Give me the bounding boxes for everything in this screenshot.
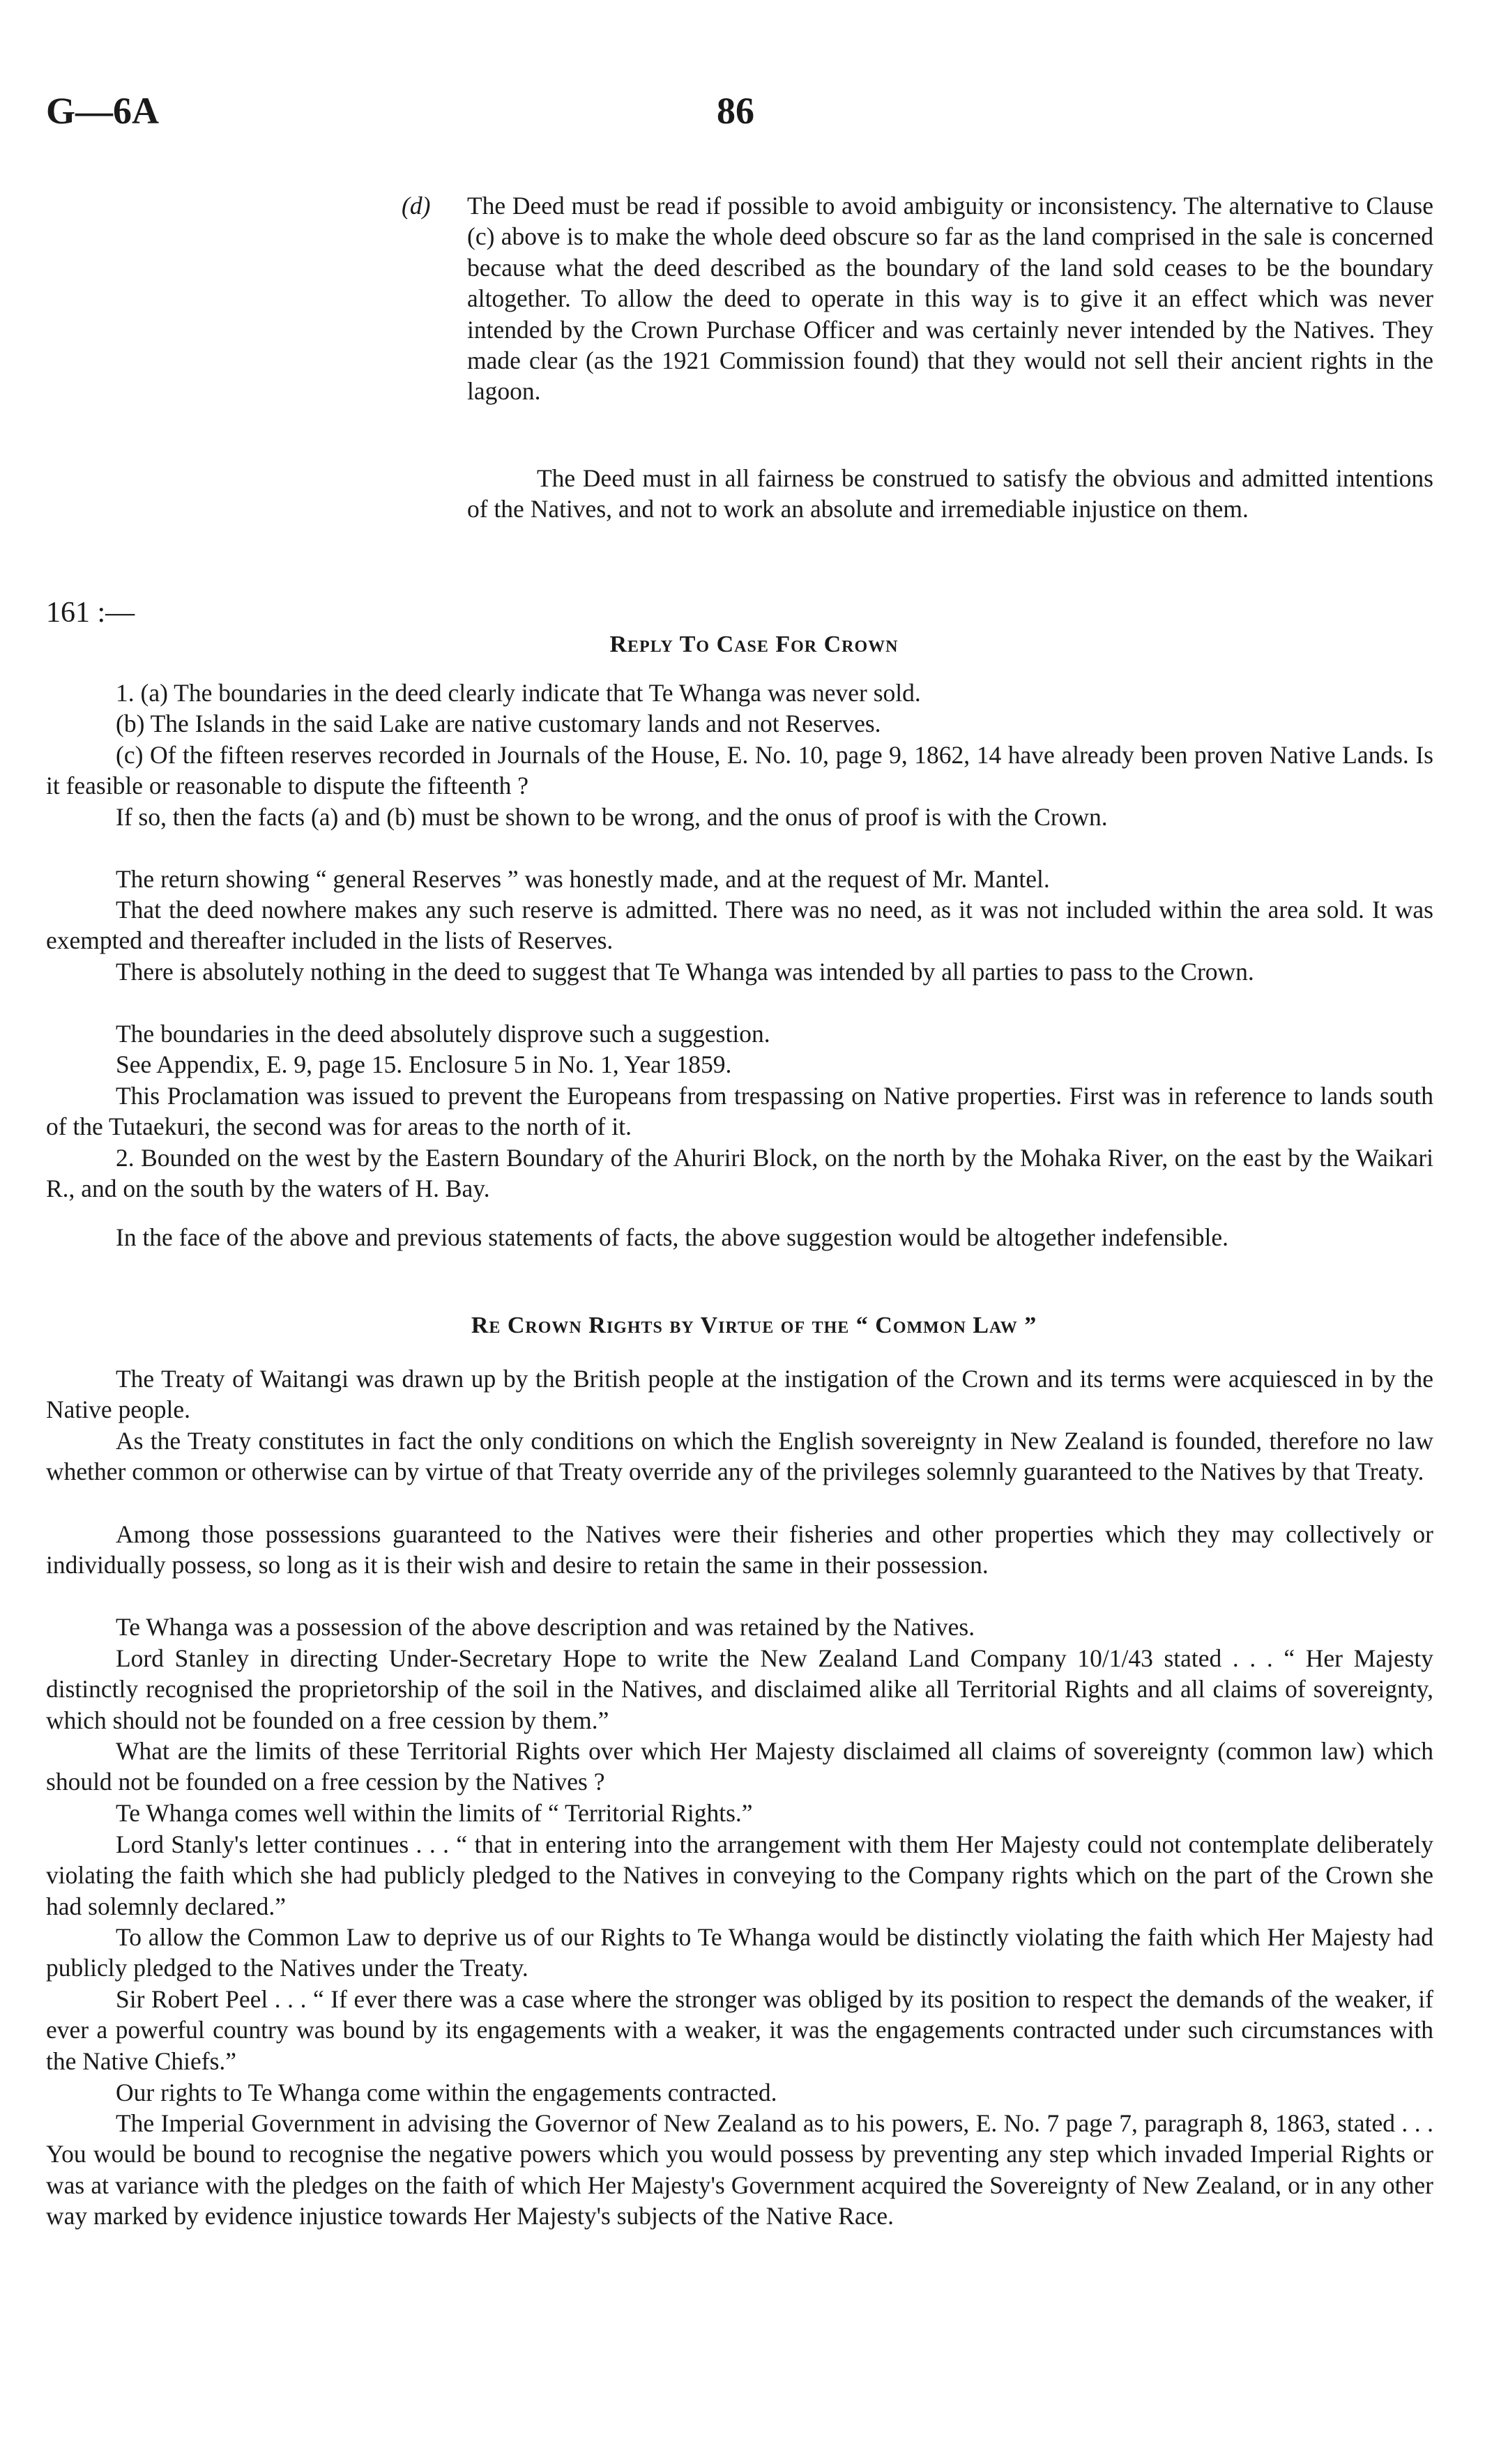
reply-conclusion: In the face of the above and previous statements of facts, the above suggestion would be altogether indefensible. [116, 1223, 1228, 1251]
common-law-paragraph: As the Treaty constitutes in fact the only conditions on which the English sovereignty in New Zealand is founded, therefore no law whether common or otherwise can by virtue of that Treaty override any of the privileges solemnly guaranteed to the Natives by that Treaty. [46, 1427, 1433, 1486]
page-number: 86 [717, 90, 754, 132]
common-law-paragraph: Te Whanga comes well within the limits of “ Territorial Rights.” [116, 1799, 753, 1827]
reply-item: The return showing “ general Reserves ” was honestly made, and at the request of Mr. Mantel. [116, 865, 1050, 893]
reply-item: If so, then the facts (a) and (b) must be shown to be wrong, and the onus of proof is with the Crown. [116, 803, 1108, 831]
common-law-paragraph: Lord Stanley in directing Under-Secretary Hope to write the New Zealand Land Company 10/1/43 stated . . . “ Her Majesty distinctly recognised the proprietorship of the soil in the Natives, and disclaimed alike all Territorial Rights and all claims of sovereignty, which should not be founded on a free cession by them.” [46, 1644, 1433, 1734]
reply-item: See Appendix, E. 9, page 15. Enclosure 5 in No. 1, Year 1859. [116, 1050, 732, 1078]
reply-item: This Proclamation was issued to prevent the Europeans from trespassing on Native properties. First was in reference to lands south of the Tutaekuri, the second was for areas to the north of it. [46, 1082, 1433, 1141]
common-law-paragraph: Lord Stanly's letter continues . . . “ that in entering into the arrangement with them Her Majesty could not contemplate deliberately violating the faith which she had publicly pledged to the Natives in conveying to the Company rights which on the part of the Crown she had solemnly declared.” [46, 1830, 1433, 1920]
reply-item: That the deed nowhere makes any such reserve is admitted. There was no need, as it was not included within the area sold. It was exempted and thereafter included in the lists of Reserves. [46, 896, 1433, 955]
reply-item: (b) The Islands in the said Lake are native customary lands and not Reserves. [116, 710, 881, 737]
reply-item: 1. (a) The boundaries in the deed clearly indicate that Te Whanga was never sold. [116, 679, 921, 707]
section-number: 161 :— [46, 597, 135, 629]
clause-d-paragraph-2: The Deed must in all fairness be construed to satisfy the obvious and admitted intentions of the Natives, and not to work an absolute and irremediable injustice on them. [467, 464, 1433, 523]
common-law-paragraph: To allow the Common Law to deprive us of our Rights to Te Whanga would be distinctly violating the faith which Her Majesty had publicly pledged to the Natives under the Treaty. [46, 1923, 1433, 1982]
common-law-paragraph: What are the limits of these Territorial Rights over which Her Majesty disclaimed all claims of sovereignty (common law) which should not be founded on a free cession by the Natives ? [46, 1737, 1433, 1796]
common-law-paragraph: Our rights to Te Whanga come within the engagements contracted. [116, 2079, 777, 2106]
common-law-paragraph: The Imperial Government in advising the Governor of New Zealand as to his powers, E. No. 7 page 7, paragraph 8, 1863, stated . . . You would be bound to recognise the negative powers which you would possess by preventing any step which invaded Imperial Rights or was at variance with the pledges on the faith of which Her Majesty's Government acquired the Sovereignty of New Zealand, or in any other way marked by evidence injustice towards Her Majesty's subjects of the Native Race. [46, 2109, 1433, 2230]
reply-item: 2. Bounded on the west by the Eastern Boundary of the Ahuriri Block, on the north by the Mohaka River, on the east by the Waikari R., and on the south by the waters of H. Bay. [46, 1144, 1433, 1203]
clause-d-label: (d) [402, 192, 431, 220]
document-reference: G—6A [46, 90, 159, 132]
reply-item: There is absolutely nothing in the deed to suggest that Te Whanga was intended by all parties to pass to the Crown. [116, 958, 1254, 986]
section-heading-reply: Reply To Case For Crown [609, 632, 899, 657]
common-law-paragraph: The Treaty of Waitangi was drawn up by the British people at the instigation of the Crown and its terms were acquiesced in by the Native people. [46, 1365, 1433, 1424]
common-law-paragraph: Te Whanga was a possession of the above description and was retained by the Natives. [116, 1613, 975, 1641]
reply-item: (c) Of the fifteen reserves recorded in Journals of the House, E. No. 10, page 9, 1862, 14 have already been proven Native Lands. Is it feasible or reasonable to dispute the fifteenth ? [46, 741, 1433, 800]
reply-item: The boundaries in the deed absolutely disprove such a suggestion. [116, 1020, 770, 1048]
section-heading-common-law: Re Crown Rights by Virtue of the “ Common Law ” [471, 1313, 1037, 1338]
clause-d-paragraph: (d) The Deed must be read if possible to avoid ambiguity or inconsistency. The alternative to Clause (c) above is to make the whole deed obscure so far as the land comprised in the sale is concerned because what the deed described as the boundary of the land sold ceases to be the boundary altogether. To allow the deed to operate in this way is to give it an effect which was never intended by the Crown Purchase Officer and was certainly never intended by the Natives. They made clear (as the 1921 Commission found) that they would not sell their ancient rights in the lagoon. [402, 192, 1433, 406]
common-law-paragraph: Among those possessions guaranteed to the Natives were their fisheries and other properties which they may collectively or individually possess, so long as it is their wish and desire to retain the same in their possession. [46, 1520, 1433, 1579]
common-law-paragraph: Sir Robert Peel . . . “ If ever there was a case where the stronger was obliged by its position to respect the demands of the weaker, if ever a powerful country was bound by its engagements with a weaker, it was the engagements contracted under such circumstances with the Native Chiefs.” [46, 1985, 1433, 2075]
